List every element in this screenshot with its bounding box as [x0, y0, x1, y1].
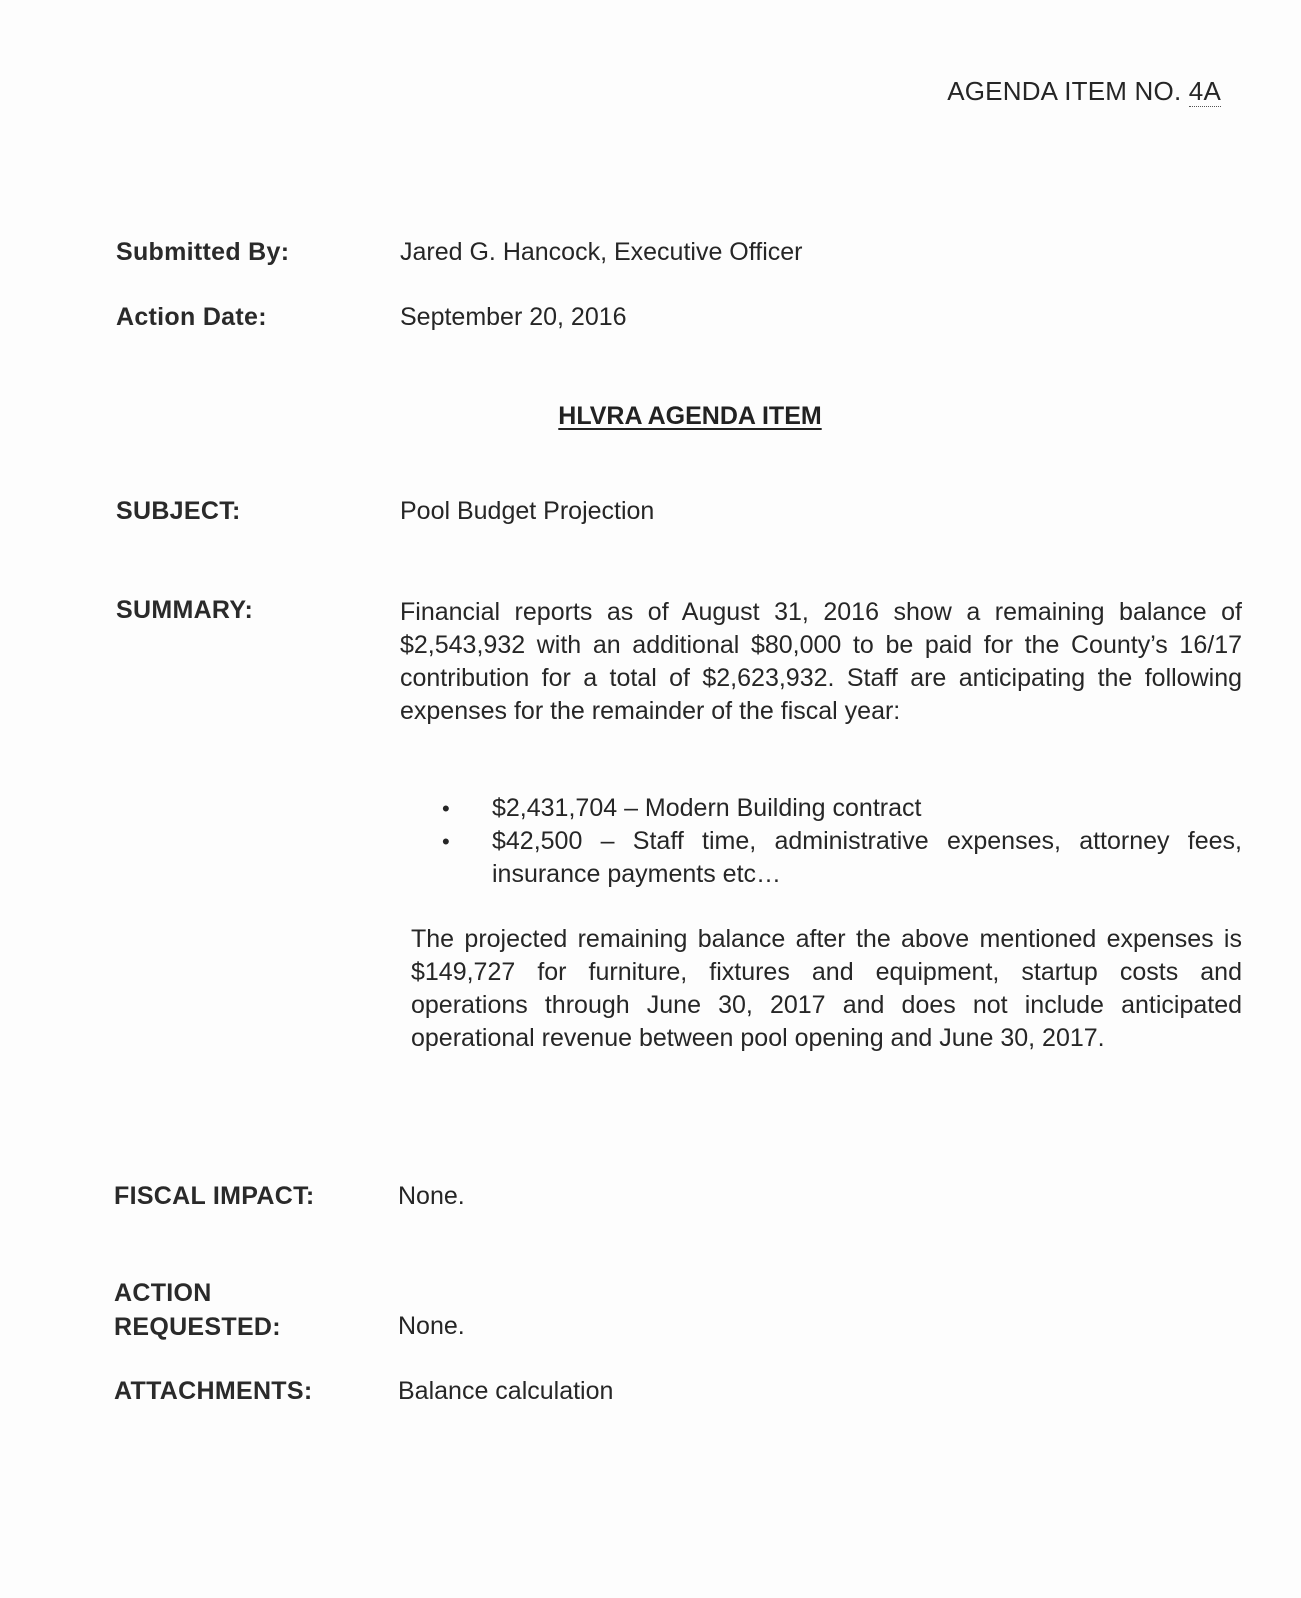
- projection-paragraph: The projected remaining balance after the above mentioned expenses is $149,727 for furniture, fixtures and equipment, startup costs and operations through June 30, 2017 and does not include anticipated operational revenue between pool opening and June 30, 2017.: [411, 925, 1242, 1052]
- document-title-text: HLVRA AGENDA ITEM: [558, 402, 822, 430]
- list-item: [400, 792, 1242, 825]
- bullet-icon: •: [442, 829, 450, 854]
- agenda-item-prefix: AGENDA ITEM NO.: [947, 76, 1189, 106]
- subject-label: SUBJECT:: [116, 497, 241, 525]
- attachments-label: ATTACHMENTS:: [114, 1377, 313, 1405]
- fiscal-impact-value: None.: [398, 1182, 465, 1210]
- agenda-item-number-value: 4A: [1188, 76, 1221, 106]
- document-title: [0, 402, 1301, 431]
- expense-item-text: $2,431,704 – Modern Building contract: [492, 794, 922, 822]
- submitted-by-value: Jared G. Hancock, Executive Officer: [400, 238, 803, 266]
- expense-list: [400, 792, 1242, 891]
- summary-label: SUMMARY:: [116, 596, 254, 624]
- bullet-icon: •: [442, 796, 450, 821]
- action-requested-label: [114, 1276, 281, 1344]
- action-date-label: Action Date:: [116, 303, 267, 331]
- action-date-value: September 20, 2016: [400, 303, 627, 331]
- list-item: [400, 825, 1242, 891]
- fiscal-impact-label: FISCAL IMPACT:: [114, 1182, 315, 1210]
- action-requested-label-line1: ACTION: [114, 1279, 212, 1307]
- subject-value: Pool Budget Projection: [400, 497, 655, 525]
- attachments-value: Balance calculation: [398, 1377, 614, 1405]
- summary-paragraph: Financial reports as of August 31, 2016 show a remaining balance of $2,543,932 with an additional $80,000 to be paid for the County’s 16/17 contribution for a total of $2,623,932. Staff are anticipating the following expenses for the remainder of the fiscal year:: [400, 598, 1242, 725]
- action-requested-label-line2: REQUESTED:: [114, 1313, 281, 1341]
- submitted-by-label: Submitted By:: [116, 238, 290, 266]
- action-requested-value: None.: [398, 1312, 465, 1340]
- agenda-item-number: [947, 76, 1221, 107]
- expense-item-text: $42,500 – Staff time, administrative expenses, attorney fees, insurance payments etc…: [492, 827, 1242, 888]
